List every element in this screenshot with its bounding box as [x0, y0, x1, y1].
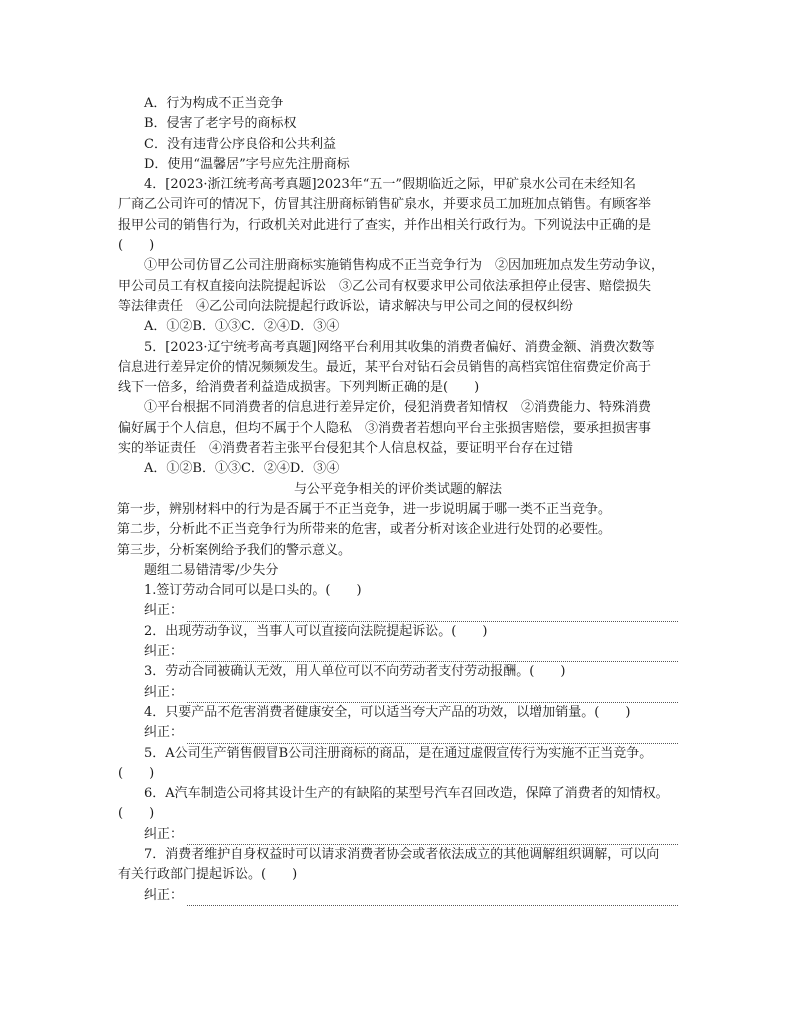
q5-options: A．①②B．①③C．②④D．③④ — [144, 461, 340, 477]
q5-line-1: 5．[2023·辽宁统考高考真题]网络平台利用其收集的消费者偏好、消费金额、消费次数等 — [144, 339, 655, 355]
correction-label: 纠正： — [144, 826, 184, 842]
q3-option-c: C．没有违背公序良俗和公共利益 — [144, 136, 336, 152]
q3-option-b: B．侵害了老字号的商标权 — [144, 116, 297, 132]
method-step-1: 第一步，辨别材料中的行为是否属于不正当竞争，进一步说明属于哪一类不正当竞争。 — [117, 501, 612, 517]
correction-label: 纠正： — [144, 644, 184, 660]
q4-line-2: 厂商乙公司许可的情况下，仿冒其注册商标销售矿泉水，并要求员工加班加点销售。有顾客举 — [118, 197, 652, 213]
q5-line-3: 线下一倍多，给消费者利益造成损害。下列判断正确的是( ) — [118, 380, 480, 396]
correction-label: 纠正： — [144, 887, 184, 903]
correction-input-2[interactable] — [187, 649, 678, 662]
correction-input-7[interactable] — [187, 893, 678, 906]
correction-input-1[interactable] — [187, 609, 678, 622]
q5-line-5: 偏好属于个人信息，但均不属于个人隐私 ③消费者若想向平台主张损害赔偿，要承担损害事 — [118, 420, 652, 436]
statement-6-bracket: ( ) — [118, 806, 155, 822]
correction-label: 纠正： — [144, 725, 184, 741]
method-step-2: 第二步，分析此不正当竞争行为所带来的危害，或者分析对该企业进行处罚的必要性。 — [117, 522, 612, 538]
statement-3: 3．劳动合同被确认无效，用人单位可以不向劳动者支付劳动报酬。( ) — [144, 664, 566, 680]
q4-line-1: 4．[2023·浙江统考高考真题]2023年“五一”假期临近之际，甲矿泉水公司在未经知名 — [144, 177, 637, 193]
page-content — [118, 94, 678, 906]
method-title: 与公平竞争相关的评价类试题的解法 — [293, 481, 502, 497]
correction-label: 纠正： — [144, 603, 184, 619]
correction-line-3 — [118, 683, 678, 703]
q5-line-6: 实的举证责任 ④消费者若主张平台侵犯其个人信息权益，要证明平台存在过错 — [118, 441, 574, 457]
correction-line-7 — [118, 886, 678, 906]
q3-option-d: D．使用“温馨居”字号应先注册商标 — [144, 156, 350, 172]
method-step-3: 第三步，分析案例给予我们的警示意义。 — [117, 542, 352, 558]
statement-1: 1.签订劳动合同可以是口头的。( ) — [144, 583, 362, 599]
statement-4: 4．只要产品不危害消费者健康安全，可以适当夸大产品的功效，以增加销量。( ) — [144, 704, 631, 720]
q4-line-7: 等法律责任 ④乙公司向法院提起行政诉讼，请求解决与甲公司之间的侵权纠纷 — [118, 298, 574, 314]
q4-options: A．①②B．①③C．②④D．③④ — [144, 319, 340, 335]
q4-line-5: ①甲公司仿冒乙公司注册商标实施销售构成不正当竞争行为 ②因加班加点发生劳动争议， — [144, 258, 665, 274]
correction-label: 纠正： — [144, 684, 184, 700]
correction-input-3[interactable] — [187, 690, 678, 703]
q4-line-4: ( ) — [118, 238, 155, 254]
correction-line-6 — [118, 825, 678, 845]
statement-5-bracket: ( ) — [118, 765, 155, 781]
statement-6: 6．A汽车制造公司将其设计生产的有缺陷的某型号汽车召回改造，保障了消费者的知情权。 — [144, 786, 669, 802]
statement-7-cont: 有关行政部门提起诉讼。( ) — [118, 867, 298, 883]
correction-line-2 — [118, 642, 678, 662]
correction-input-4[interactable] — [187, 731, 678, 744]
statement-2: 2．出现劳动争议，当事人可以直接向法院提起诉讼。( ) — [144, 623, 488, 639]
q5-line-2: 信息进行差异定价的情况频频发生。最近，某平台对钻石会员销售的高档宾馆住宿费定价高于 — [118, 359, 652, 375]
correction-line-4 — [118, 723, 678, 743]
q4-line-3: 报甲公司的销售行为，行政机关对此进行了查实，并作出相关行政行为。下列说法中正确的是 — [118, 217, 652, 233]
q4-line-6: 甲公司员工有权直接向法院提起诉讼 ③乙公司有权要求甲公司依法承担停止侵害、赔偿损失 — [118, 278, 652, 294]
q5-line-4: ①平台根据不同消费者的信息进行差异定价，侵犯消费者知情权 ②消费能力、特殊消费 — [144, 400, 652, 416]
statement-7: 7．消费者维护自身权益时可以请求消费者协会或者依法成立的其他调解组织调解，可以向 — [144, 846, 660, 862]
correction-line-1 — [118, 601, 678, 621]
group2-title: 题组二易错清零/少失分 — [144, 562, 279, 578]
correction-input-6[interactable] — [187, 832, 678, 845]
statement-5: 5．A公司生产销售假冒B公司注册商标的商品，是在通过虚假宣传行为实施不正当竞争。 — [144, 745, 653, 761]
q3-option-a: A．行为构成不正当竞争 — [144, 96, 284, 111]
